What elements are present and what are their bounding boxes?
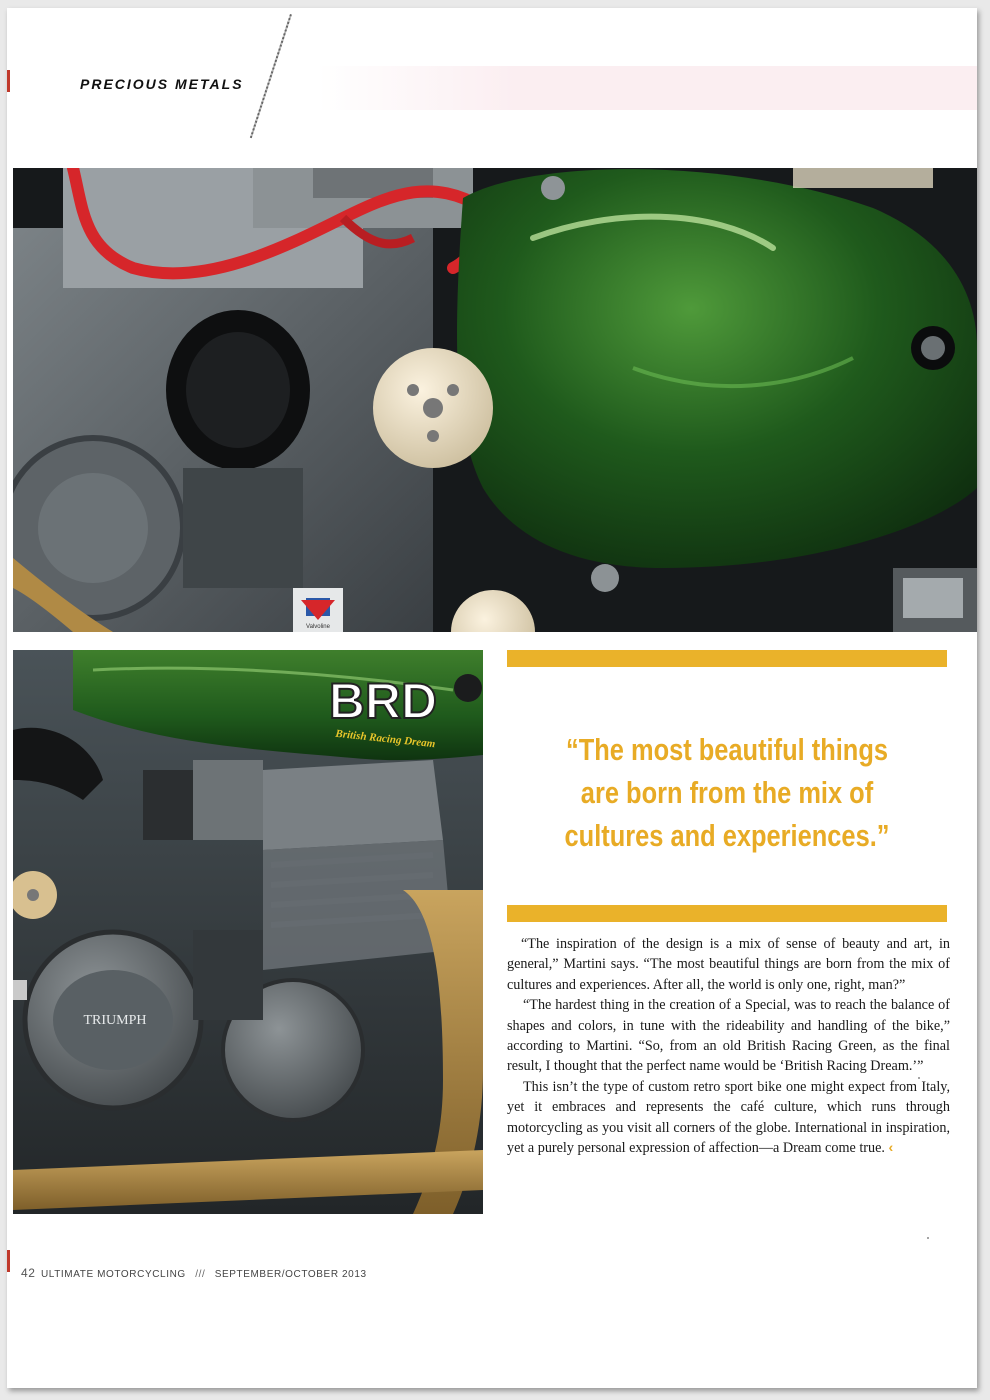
- publication-name: ULTIMATE MOTORCYCLING: [40, 1269, 186, 1280]
- pull-quote: [547, 728, 908, 857]
- pull-quote-line: are born from the mix of: [580, 775, 874, 810]
- folio-separator: ///: [195, 1269, 206, 1280]
- body-paragraph: “The hardest thing in the creation of a Special, was to reach the balance of shapes and colors, in tune with the rideability and handling of the bike,” according to Martini. “So, from an old British Racing Green, as the final result, I thought that the perfect name would be ‘British Racing Dream.’”: [507, 997, 950, 1075]
- triumph-engine-photo: [13, 650, 483, 1214]
- print-speck: [918, 1077, 920, 1079]
- triumph-engine-badge: TRIUMPH: [83, 1013, 147, 1028]
- page-folio: [21, 1266, 367, 1280]
- article-body: [507, 934, 950, 1158]
- print-speck: [927, 1237, 929, 1239]
- body-paragraph-last: [507, 1077, 950, 1159]
- tank-script-text: British Racing Dream: [334, 727, 436, 751]
- quote-rule-bottom: [507, 905, 947, 922]
- header-band: [317, 66, 977, 110]
- brd-tank-logo: BRD: [328, 673, 438, 729]
- end-of-article-mark: ‹: [888, 1140, 894, 1157]
- edge-tick-mark: [7, 70, 10, 92]
- section-title: PRECIOUS METALS: [80, 76, 244, 92]
- pull-quote-line: “The most beautiful things: [565, 732, 888, 767]
- body-paragraph: “The inspiration of the design is a mix of sense of beauty and art, in general,” Martini says. “The most beautiful things are born from the mix of cultures and experiences. After all, the world is only one, right, man?”: [507, 936, 950, 993]
- oil-sticker-label: Valvoline: [306, 624, 330, 630]
- pull-quote-line: cultures and experiences.”: [564, 818, 890, 853]
- issue-date: SEPTEMBER/OCTOBER 2013: [214, 1269, 367, 1280]
- body-paragraph-text: This isn’t the type of custom retro sport bike one might expect from Italy, yet it embraces and represents the café culture, which runs through motorcycling as you visit all corners of the globe. International in inspiration, yet a purely personal expression of affection—a Dream come true.: [507, 1078, 950, 1157]
- decorative-slash: [250, 14, 292, 138]
- magazine-page: [7, 8, 977, 1388]
- edge-tick-mark: [7, 1250, 10, 1272]
- page-number: 42: [21, 1266, 36, 1280]
- quote-rule-top: [507, 650, 947, 667]
- engine-detail-photo: [13, 168, 977, 632]
